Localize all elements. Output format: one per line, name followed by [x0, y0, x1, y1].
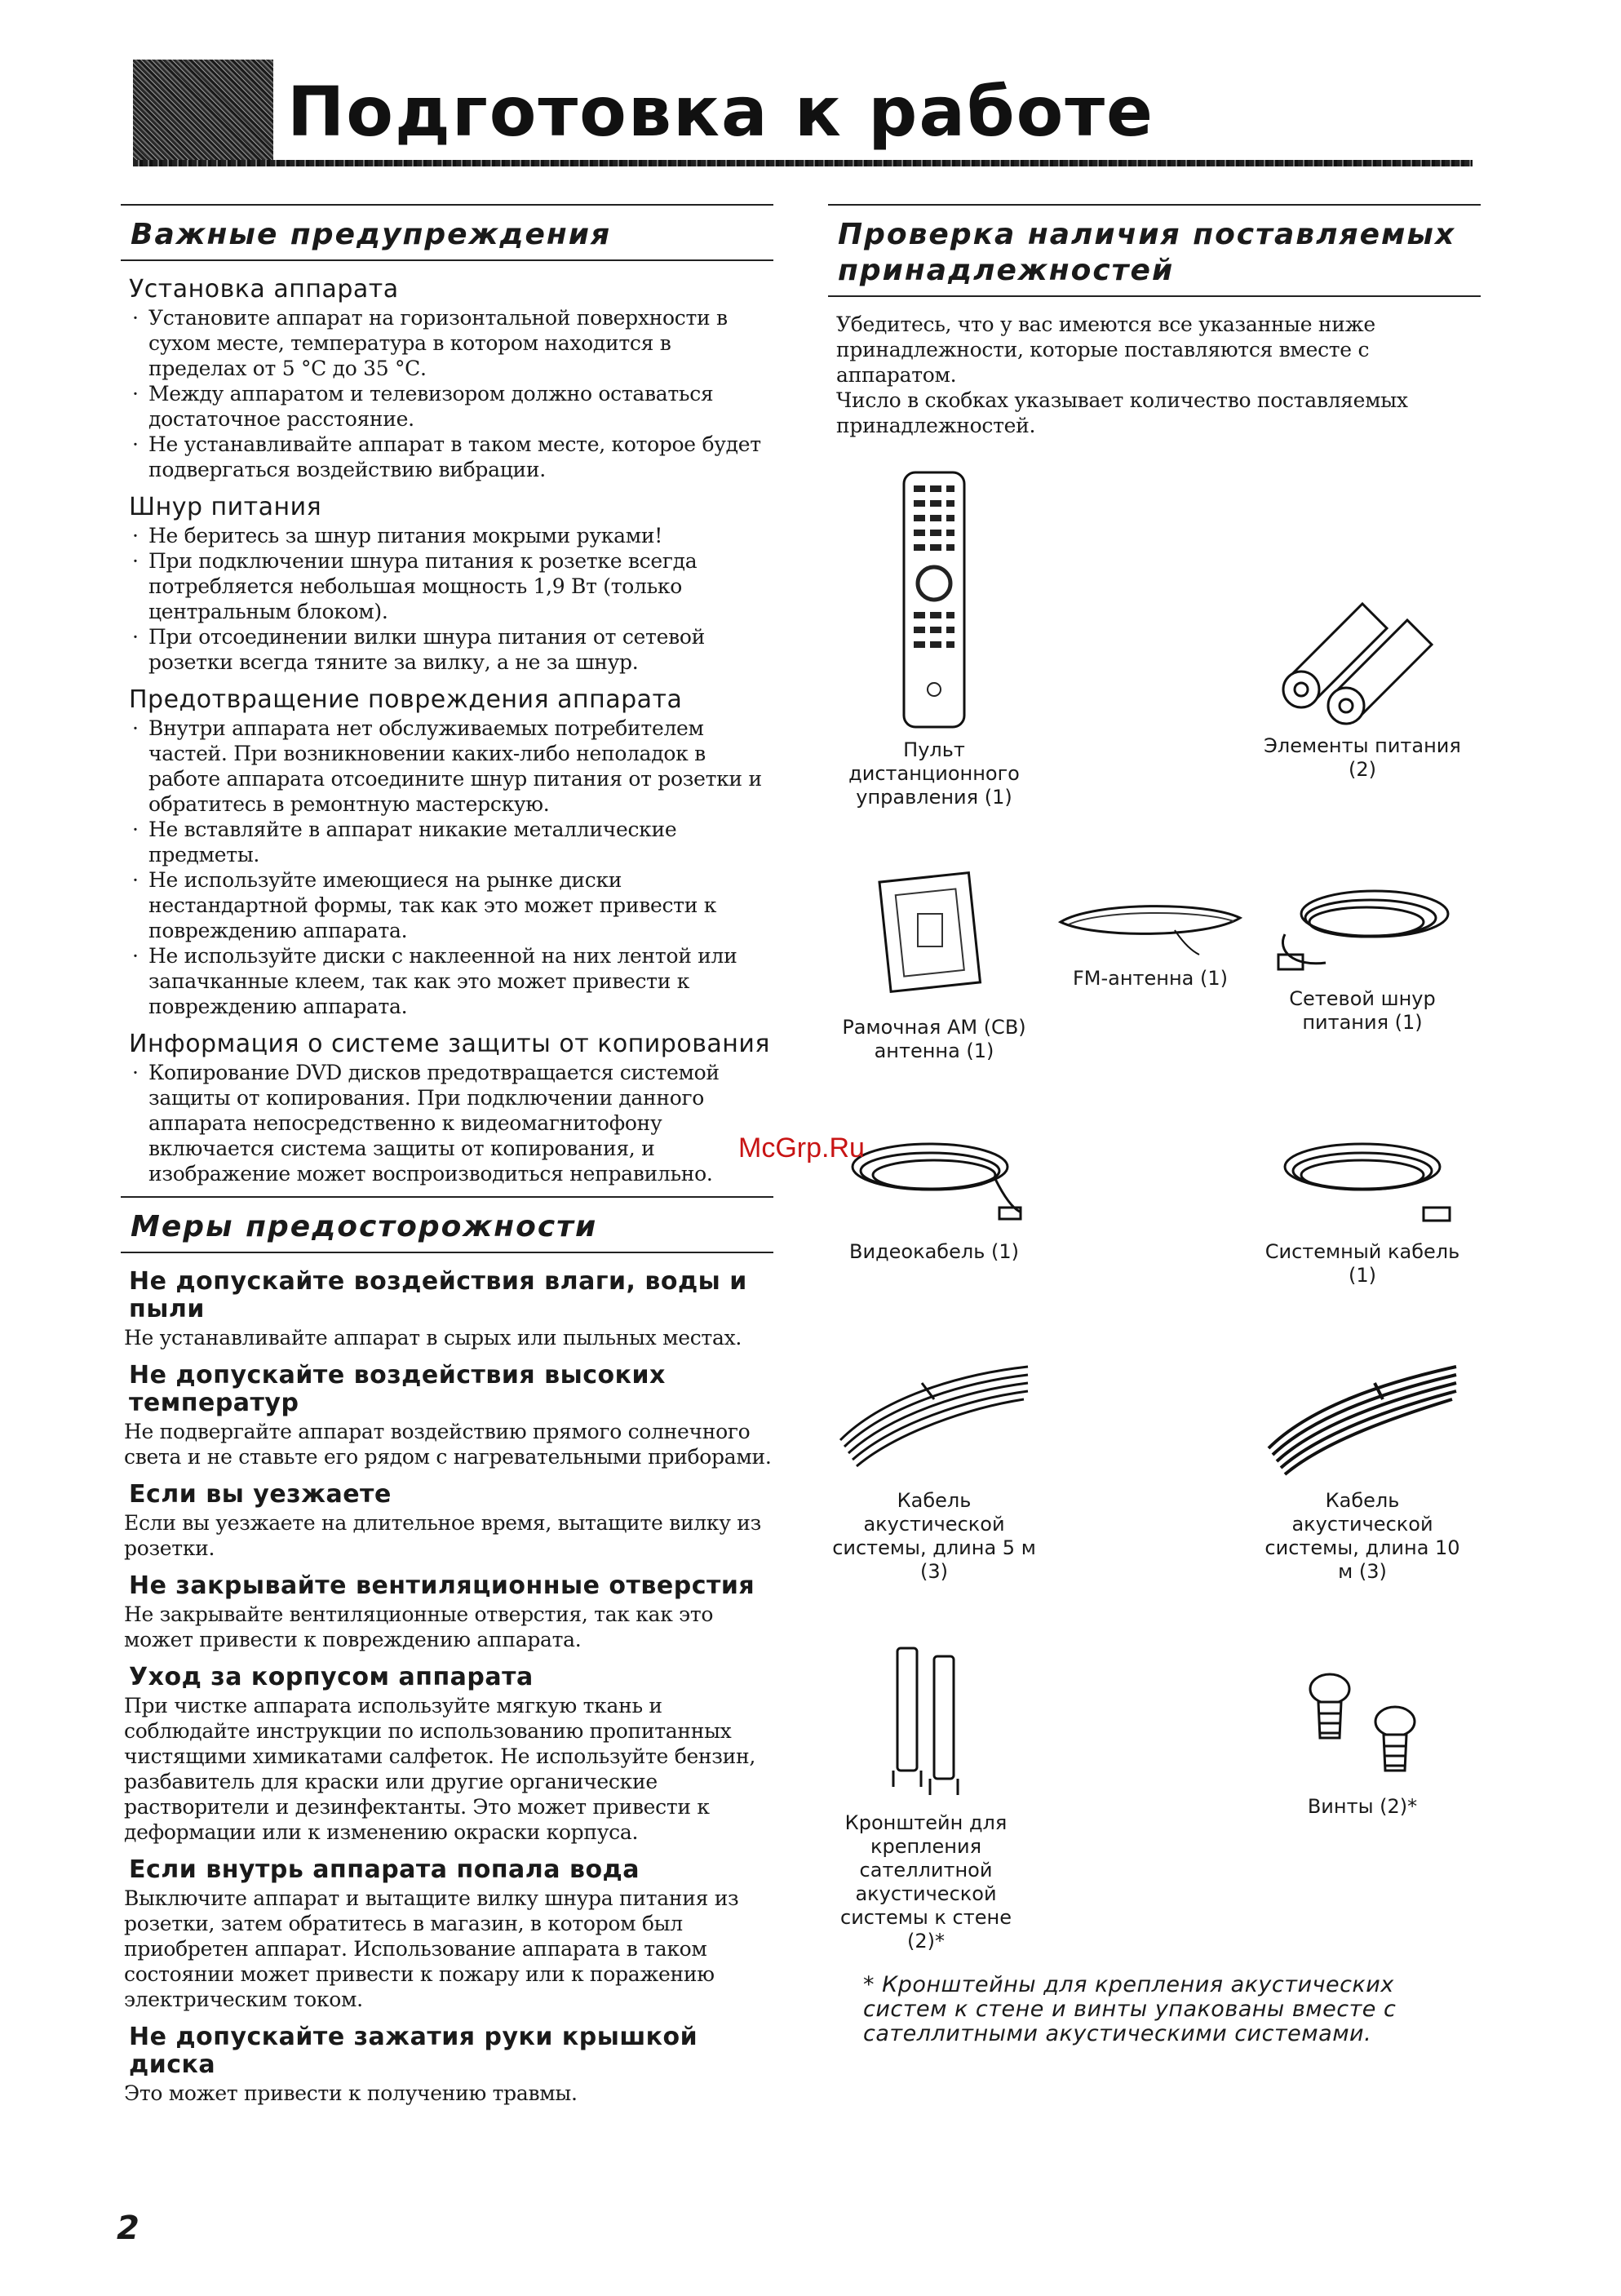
wire-antenna-icon	[1052, 893, 1248, 959]
list-item: · Между аппаратом и телевизором должно оставаться достаточное расстояние.	[131, 381, 773, 432]
heading-copy-protection: Информация о системе защиты от копирования	[129, 1030, 770, 1058]
accessory-label: Кабель акустической системы, длина 5 м (3)	[832, 1489, 1036, 1583]
list-item: · При отсоединении вилки шнура питания от сетевой розетки всегда тяните за вилку, а не за шнур.	[131, 624, 773, 675]
list-item: · При подключении шнура питания к розетке всегда потребляется небольшая мощность 1,9 Вт (только центральным блоком).	[131, 548, 773, 624]
list-power	[131, 523, 773, 675]
page-number: 2	[117, 2210, 140, 2247]
heading-caution: Уход за корпусом аппарата	[129, 1663, 534, 1691]
accessory-label: Кронштейн для крепления сателлитной акустической системы к стене (2)*	[840, 1811, 1012, 1952]
remote-control-icon	[897, 469, 971, 730]
bracket-icon	[869, 1640, 983, 1803]
accessory-label: Сетевой шнур питания (1)	[1289, 987, 1436, 1034]
list-item: · Не устанавливайте аппарат в таком месте, которое будет подвергаться воздействию вибрации.	[131, 432, 773, 482]
heading-damage: Предотвращение повреждения аппарата	[129, 685, 683, 714]
header-rule	[133, 160, 1473, 166]
speaker-cable-icon	[1260, 1350, 1464, 1481]
accessory-label: Системный кабель (1)	[1264, 1240, 1460, 1287]
list-item: · Не используйте имеющиеся на рынке диски нестандартной формы, так как это может привести к повреждению аппарата.	[131, 867, 773, 943]
heading-install: Установка аппарата	[129, 275, 399, 304]
accessories-intro-count: Число в скобках указывает количество поставляемых принадлежностей.	[836, 388, 1408, 437]
accessory-label: Винты (2)*	[1307, 1795, 1418, 1818]
video-cable-icon	[840, 1130, 1028, 1232]
accessory-wall-brackets	[824, 1640, 1028, 1953]
accessory-label: Элементы питания (2)	[1264, 734, 1461, 781]
power-cord-icon	[1269, 877, 1456, 979]
list-damage	[131, 716, 773, 1019]
loop-antenna-icon	[877, 869, 991, 1008]
heading-caution: Не закрывайте вентиляционные отверстия	[129, 1571, 755, 1600]
system-cable-icon	[1269, 1130, 1456, 1232]
list-item: · Установите аппарат на горизонтальной поверхности в сухом месте, температура в котором находится в пределах от 5 °С до 35 °С.	[131, 305, 773, 381]
list-item: · Не беритесь за шнур питания мокрыми руками!	[131, 523, 773, 548]
caution-text: Не устанавливайте аппарат в сырых или пыльных местах.	[124, 1326, 742, 1350]
accessory-am-antenna	[828, 869, 1040, 1063]
caution-text: Выключите аппарат и вытащите вилку шнура питания из розетки, затем обратитесь в магазин, в котором был приобретен аппарат. Использование аппарата в таком состоянии может привести к пожару или к поражению электрическим током.	[124, 1886, 739, 2011]
heading-power: Шнур питания	[129, 493, 322, 521]
accessory-label: Рамочная АМ (СВ) антенна (1)	[842, 1016, 1026, 1062]
right-column	[828, 204, 1481, 438]
header-decoration	[133, 60, 273, 166]
list-item: · Копирование DVD дисков предотвращается системой защиты от копирования. При подключении данного аппарата непосредственно к видеомагнитофону включается система защиты от копирования, и изображение может воспроизводиться неправильно.	[131, 1060, 773, 1186]
list-item: · Не используйте диски с наклеенной на них лентой или запачканные клеем, так как это может привести к повреждению аппарата.	[131, 943, 773, 1019]
accessory-batteries	[1256, 587, 1468, 782]
speaker-cable-icon	[832, 1350, 1036, 1481]
heading-caution: Если вы уезжаете	[129, 1480, 392, 1509]
page-title: Подготовка к работе	[287, 72, 1155, 152]
section-title-accessories: Проверка наличия поставляемых принадлежностей	[828, 204, 1481, 297]
battery-icon	[1273, 587, 1452, 726]
list-install	[131, 305, 773, 482]
list-copy-protection	[131, 1060, 773, 1186]
accessories-intro: Убедитесь, что у вас имеются все указанные ниже принадлежности, которые поставляются вместе с аппаратом.	[836, 312, 1375, 387]
heading-caution: Не допускайте воздействия влаги, воды и пыли	[129, 1267, 747, 1323]
heading-caution: Если внутрь аппарата попала вода	[129, 1855, 640, 1884]
accessory-remote	[836, 469, 1032, 809]
watermark: McGrp.Ru	[738, 1132, 865, 1164]
accessory-speaker-cable-10m	[1256, 1350, 1468, 1584]
accessory-fm-antenna	[1044, 893, 1256, 991]
caution-text: При чистке аппарата используйте мягкую ткань и соблюдайте инструкции по использованию пропитанных чистящими химикатами салфеток. Не используйте бензин, разбавитель для краски или другие органические растворители и дезинфектанты. Это может привести к деформации или к изменению окраски корпуса.	[124, 1694, 756, 1844]
left-column	[121, 204, 773, 2106]
heading-caution: Не допускайте зажатия руки крышкой диска	[129, 2023, 698, 2079]
caution-text: Если вы уезжаете на длительное время, вытащите вилку из розетки.	[124, 1511, 761, 1560]
screw-icon	[1281, 1664, 1444, 1787]
accessories-footnote: * Кронштейны для крепления акустических систем к стене и винты упакованы вместе с сателлитными акустическими системами.	[863, 1972, 1397, 2046]
accessory-label: Видеокабель (1)	[849, 1240, 1019, 1263]
section-title-warnings: Важные предупреждения	[121, 204, 773, 261]
caution-text: Не подвергайте аппарат воздействию прямого солнечного света и не ставьте его рядом с нагревательными приборами.	[124, 1420, 772, 1469]
section-title-precautions: Меры предосторожности	[121, 1196, 773, 1253]
accessory-label: FM-антенна (1)	[1072, 967, 1229, 990]
accessory-label: Кабель акустической системы, длина 10 м (3)	[1264, 1489, 1460, 1583]
accessory-system-cable	[1260, 1130, 1464, 1288]
accessory-power-cord	[1260, 877, 1464, 1035]
caution-text: Это может привести к получению травмы.	[124, 2081, 578, 2105]
accessory-label: Пульт дистанционного управления (1)	[848, 738, 1020, 809]
list-item: · Внутри аппарата нет обслуживаемых потребителем частей. При возникновении каких-либо неполадок в работе аппарата отсоедините шнур питания от розетки и обратитесь в ремонтную мастерскую.	[131, 716, 773, 817]
accessory-screws	[1260, 1664, 1464, 1819]
caution-text: Не закрывайте вентиляционные отверстия, так как это может привести к повреждению аппарата.	[124, 1602, 714, 1651]
accessory-speaker-cable-5m	[828, 1350, 1040, 1584]
heading-caution: Не допускайте воздействия высоких температур	[129, 1361, 666, 1417]
list-item: · Не вставляйте в аппарат никакие металлические предметы.	[131, 817, 773, 867]
